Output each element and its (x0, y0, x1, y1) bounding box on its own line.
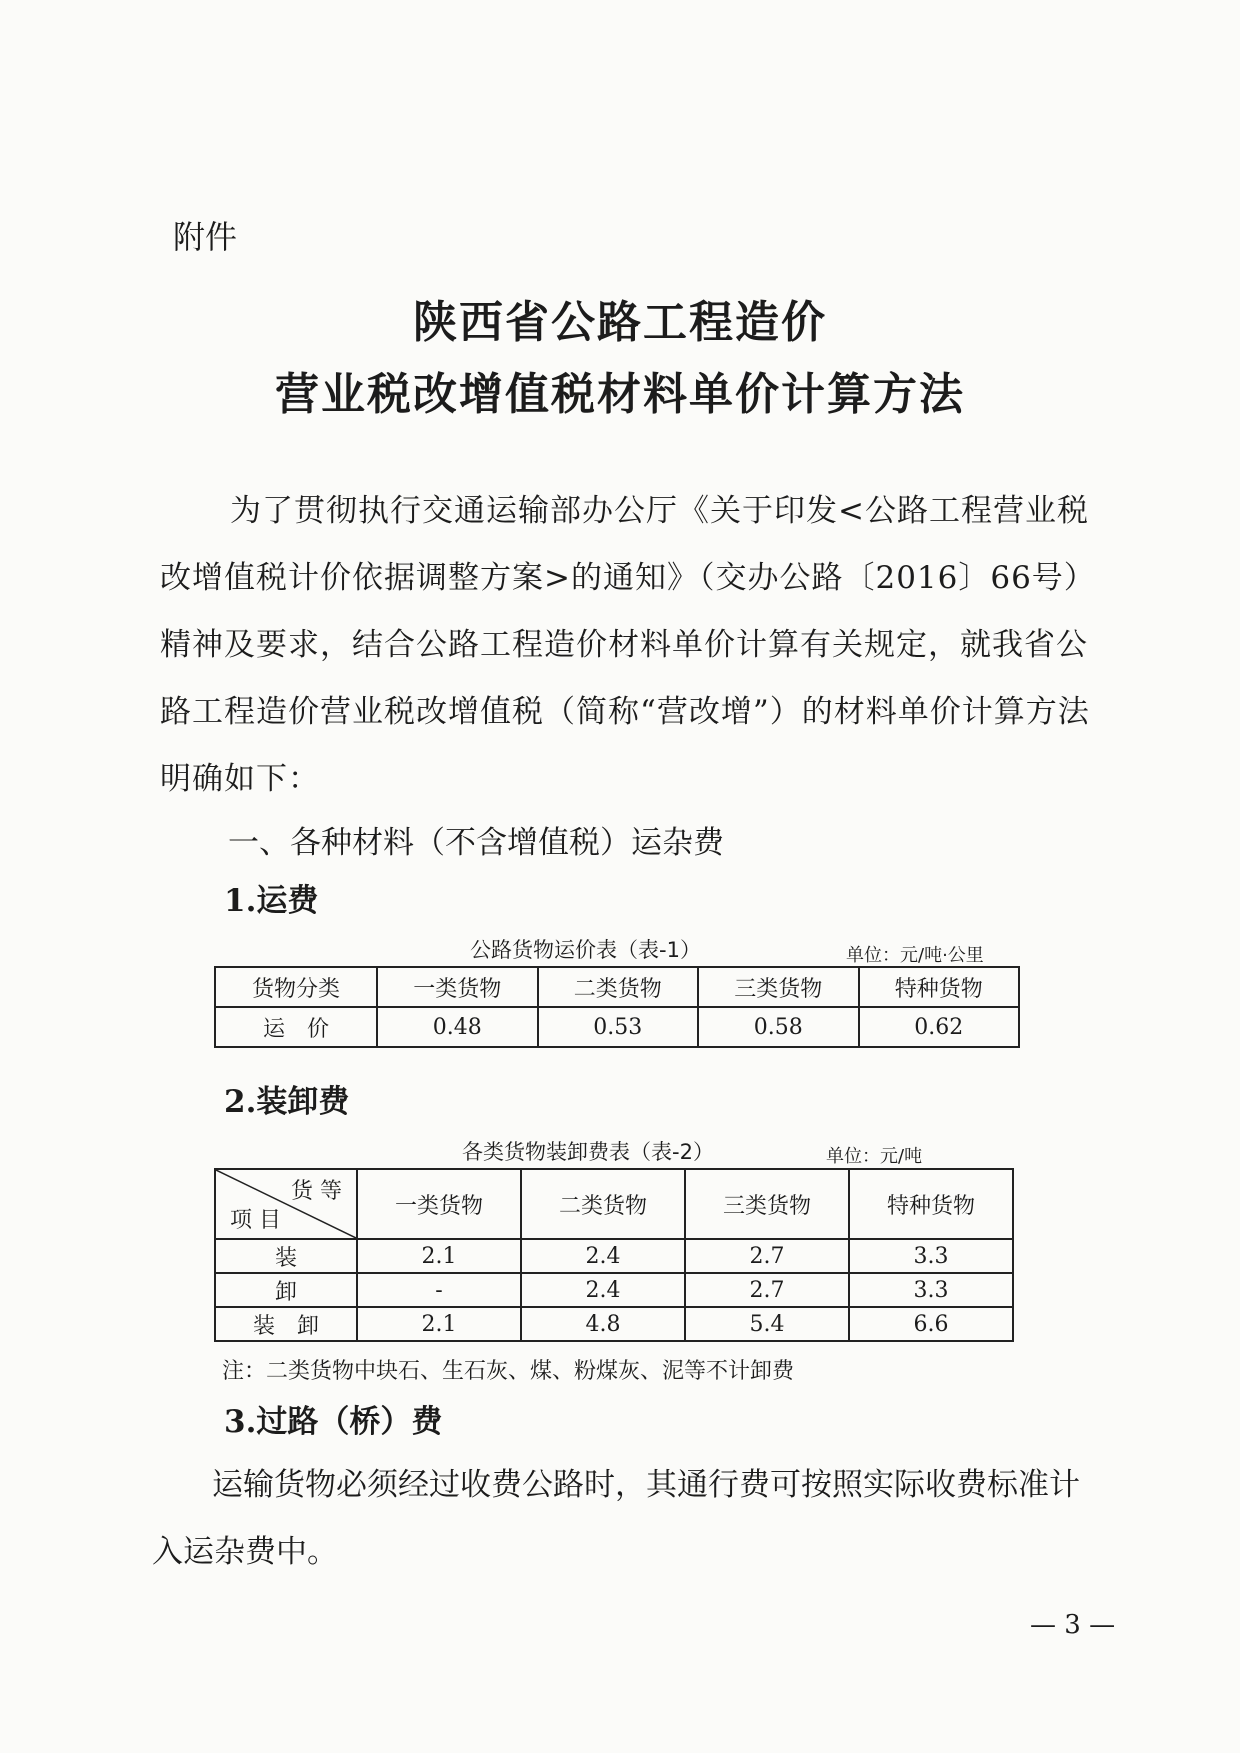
table-header-cell: 特种货物 (849, 1169, 1013, 1239)
sub2-heading: 2.装卸费 (224, 1084, 350, 1120)
table-cell: 2.4 (521, 1239, 685, 1273)
table-cell: 运 价 (215, 1007, 377, 1047)
table2-note: 注：二类货物中块石、生石灰、煤、粉煤灰、泥等不计卸费 (222, 1359, 795, 1384)
diagonal-header (216, 1170, 356, 1238)
table-corner-cell (215, 1169, 357, 1239)
table-cell: 2.1 (357, 1307, 521, 1341)
table-cell: 3.3 (849, 1239, 1013, 1273)
freight-rate-table (214, 966, 1020, 1048)
intro-paragraph (160, 478, 1090, 813)
table-row (215, 1239, 1013, 1273)
intro-paragraph-text: 为了贯彻执行交通运输部办公厅《关于印发<公路工程营业税改增值税计价依据调整方案>的通知》（交办公路〔2016〕66号）精神及要求，结合公路工程造价材料单价计算有关规定，就我省公路工程造价营业税改增值税（简称“营改增”）的材料单价计算方法明确如下： (160, 493, 1090, 797)
table-header-cell: 三类货物 (698, 967, 859, 1007)
section1-heading: 一、各种材料（不含增值税）运杂费 (228, 825, 724, 861)
loading-fee-table (214, 1168, 1014, 1342)
table1-caption: 公路货物运价表（表-1） (470, 938, 701, 962)
table-cell: 2.4 (521, 1273, 685, 1307)
table-row (215, 967, 1019, 1007)
corner-bottom-label: 项 目 (230, 1208, 281, 1233)
table-row (215, 1007, 1019, 1047)
table-header-cell: 特种货物 (859, 967, 1020, 1007)
table-row-label: 装 卸 (215, 1307, 357, 1341)
sub3-heading: 3.过路（桥）费 (224, 1404, 443, 1440)
table-header-cell: 三类货物 (685, 1169, 849, 1239)
table-row (215, 1273, 1013, 1307)
title-line-1: 陕西省公路工程造价 (413, 297, 827, 348)
table-cell: 2.7 (685, 1273, 849, 1307)
table-cell: 0.48 (377, 1007, 538, 1047)
table-cell: 6.6 (849, 1307, 1013, 1341)
table-row-label: 卸 (215, 1273, 357, 1307)
page-number: — 3 — (1030, 1610, 1116, 1640)
attachment-label: 附件 (173, 218, 238, 256)
toll-paragraph-text: 运输货物必须经过收费公路时，其通行费可按照实际收费标准计入运杂费中。 (152, 1467, 1080, 1570)
table-header-cell: 货物分类 (215, 967, 377, 1007)
sub1-heading: 1.运费 (224, 883, 319, 919)
table-row (215, 1169, 1013, 1239)
corner-top-label: 货 等 (291, 1179, 342, 1204)
toll-paragraph (152, 1452, 1092, 1586)
table-header-cell: 一类货物 (377, 967, 538, 1007)
table-cell: 2.7 (685, 1239, 849, 1273)
table2-caption: 各类货物装卸费表（表-2） (462, 1140, 714, 1164)
table-cell: 0.62 (859, 1007, 1020, 1047)
table-row (215, 1307, 1013, 1341)
table-cell: - (357, 1273, 521, 1307)
table-cell: 0.53 (538, 1007, 699, 1047)
title-line-2: 营业税改增值税材料单价计算方法 (275, 369, 965, 420)
table-cell: 5.4 (685, 1307, 849, 1341)
table-cell: 3.3 (849, 1273, 1013, 1307)
table-cell: 4.8 (521, 1307, 685, 1341)
table-cell: 0.58 (698, 1007, 859, 1047)
table2-unit: 单位：元/吨 (826, 1146, 923, 1167)
table-header-cell: 二类货物 (538, 967, 699, 1007)
table-row-label: 装 (215, 1239, 357, 1273)
table-header-cell: 一类货物 (357, 1169, 521, 1239)
table-cell: 2.1 (357, 1239, 521, 1273)
table-header-cell: 二类货物 (521, 1169, 685, 1239)
table1-unit: 单位：元/吨·公里 (846, 945, 984, 966)
